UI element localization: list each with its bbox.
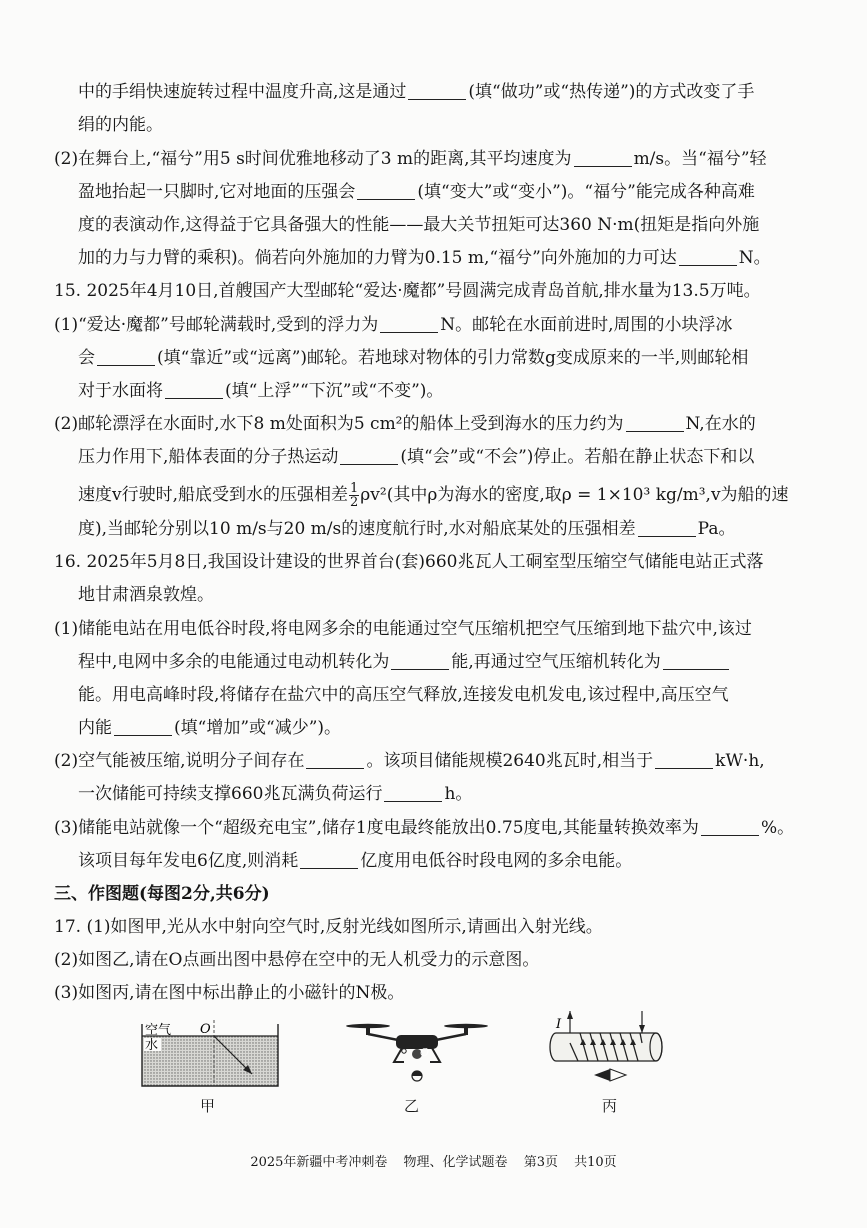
exam-title: 2025年新疆中考冲刺卷 bbox=[250, 1155, 388, 1170]
answer-blank bbox=[300, 867, 358, 869]
current-arrow bbox=[639, 1025, 645, 1033]
text-line: (2)如图乙,请在O点画出图中悬停在空中的无人机受力的示意图。 bbox=[54, 950, 540, 970]
text-line: 度),当邮轮分别以10 m/s与20 m/s的速度航行时,水对船底某处的压强相差 Pa。 bbox=[78, 519, 736, 539]
text-line: 一次储能可持续支撑660兆瓦满负荷运行 h。 bbox=[78, 784, 473, 804]
text-line: (3)如图丙,请在图中标出静止的小磁针的N极。 bbox=[54, 983, 405, 1003]
water-label: 水 bbox=[145, 1038, 159, 1053]
answer-blank bbox=[340, 463, 398, 465]
figure-yi-drone bbox=[342, 1018, 492, 1092]
answer-blank bbox=[574, 165, 632, 167]
figure-jia-water-tank bbox=[138, 1018, 286, 1090]
text-line: (1)“爱达·魔都”号邮轮满载时,受到的浮力为 N。邮轮在水面前进时,周围的小块浮冰 bbox=[54, 315, 733, 335]
answer-blank bbox=[306, 767, 364, 769]
solenoid-core bbox=[550, 1033, 662, 1061]
current-label: I bbox=[556, 1017, 562, 1032]
text-line: 盈地抬起一只脚时,它对地面的压强会 (填“变大”或“变小”)。“福兮”能完成各种高难 bbox=[78, 182, 755, 202]
text-line: 内能 (填“增加”或“减少”)。 bbox=[78, 718, 342, 738]
page-footer bbox=[0, 1151, 867, 1170]
answer-blank bbox=[357, 198, 415, 200]
text-line: 地甘肃酒泉敦煌。 bbox=[78, 585, 214, 605]
text-line: 对于水面将 (填“上浮”“下沉”或“不变”)。 bbox=[78, 381, 444, 401]
fraction-one-half: $\frac{1}{2}$ bbox=[350, 481, 359, 510]
question-16-stem: 16. 2025年5月8日,我国设计建设的世界首台(套)660兆瓦人工硐室型压缩空气储能电站正式落 bbox=[54, 552, 764, 572]
text-line: 能。用电高峰时段,将储存在盐穴中的高压空气释放,连接发电机发电,该过程中,高压空气 bbox=[78, 685, 729, 705]
section-heading: 三、作图题(每图2分,共6分) bbox=[54, 884, 270, 904]
text-line: (2)邮轮漂浮在水面时,水下8 m处面积为5 cm²的船体上受到海水的压力约为 N,在水的 bbox=[54, 414, 756, 434]
water-region bbox=[142, 1036, 278, 1086]
answer-blank bbox=[114, 734, 172, 736]
text-line: 绢的内能。 bbox=[78, 115, 163, 135]
page-number: 第3页 bbox=[523, 1155, 558, 1170]
compass-needle bbox=[594, 1069, 626, 1081]
text-line: 程中,电网中多余的电能通过电动机转化为 能,再通过空气压缩机转化为 bbox=[78, 651, 731, 673]
point-o bbox=[402, 1049, 406, 1053]
air-label: 空气 bbox=[145, 1023, 172, 1038]
text-line: 会 (填“靠近”或“远离”)邮轮。若地球对物体的引力常数g变成原来的一半,则邮轮相 bbox=[78, 348, 749, 368]
drone-body bbox=[396, 1035, 438, 1049]
text-line: 加的力与力臂的乘积)。倘若向外施加的力臂为0.15 m,“福兮”向外施加的力可达 N。 bbox=[78, 248, 771, 268]
text-line: 速度v行驶时,船底受到水的压强相差 $\frac{1}{2}$ ρv²(其中ρ为海水的密度,取ρ = 1×10³ kg/m³,v为船的速 bbox=[78, 481, 789, 510]
figure-caption-bing: 丙 bbox=[602, 1097, 618, 1115]
answer-blank bbox=[626, 430, 684, 432]
answer-blank bbox=[391, 668, 449, 670]
figure-caption-yi: 乙 bbox=[404, 1097, 420, 1115]
figure-bing-solenoid bbox=[548, 1003, 673, 1095]
question-17-stem: 17. (1)如图甲,光从水中射向空气时,反射光线如图所示,请画出入射光线。 bbox=[54, 917, 603, 937]
answer-blank bbox=[408, 98, 466, 100]
page-total: 共10页 bbox=[574, 1155, 617, 1170]
answer-blank bbox=[97, 364, 155, 366]
answer-blank bbox=[679, 264, 737, 266]
question-15-stem: 15. 2025年4月10日,首艘国产大型邮轮“爱达·魔都”号圆满完成青岛首航,排水量为13.5万吨。 bbox=[54, 281, 761, 301]
text-line: 压力作用下,船体表面的分子热运动 (填“会”或“不会”)停止。若船在静止状态下和以 bbox=[78, 447, 755, 467]
current-arrow bbox=[567, 1011, 573, 1019]
point-o-label: O bbox=[200, 1022, 211, 1037]
exam-subject: 物理、化学试题卷 bbox=[403, 1155, 508, 1170]
text-line: 中的手绢快速旋转过程中温度升高,这是通过 (填“做功”或“热传递”)的方式改变了手 bbox=[78, 82, 755, 102]
answer-blank bbox=[655, 767, 713, 769]
point-o-label: O bbox=[420, 1046, 430, 1059]
text-line: 该项目每年发电6亿度,则消耗 亿度用电低谷时段电网的多余电能。 bbox=[78, 851, 633, 871]
answer-blank bbox=[380, 331, 438, 333]
answer-blank bbox=[663, 668, 729, 670]
text-line: (1)储能电站在用电低谷时段,将电网多余的电能通过空气压缩机把空气压缩到地下盐穴中,该过 bbox=[54, 619, 752, 639]
figure-caption-jia: 甲 bbox=[200, 1097, 216, 1115]
answer-blank bbox=[165, 397, 223, 399]
answer-blank bbox=[638, 535, 696, 537]
answer-blank bbox=[384, 800, 442, 802]
text-line: 度的表演动作,这得益于它具备强大的性能——最大关节扭矩可达360 N·m(扭矩是指向外施 bbox=[78, 215, 760, 235]
text-line: (2)在舞台上,“福兮”用5 s时间优雅地移动了3 m的距离,其平均速度为 m/s。当“福兮”轻 bbox=[54, 149, 767, 169]
answer-blank bbox=[701, 834, 759, 836]
text-line: (2)空气能被压缩,说明分子间存在 。该项目储能规模2640兆瓦时,相当于 kW·h, bbox=[54, 751, 765, 771]
text-line: (3)储能电站就像一个“超级充电宝”,储存1度电最终能放出0.75度电,其能量转换效率为 %。 bbox=[54, 818, 795, 838]
